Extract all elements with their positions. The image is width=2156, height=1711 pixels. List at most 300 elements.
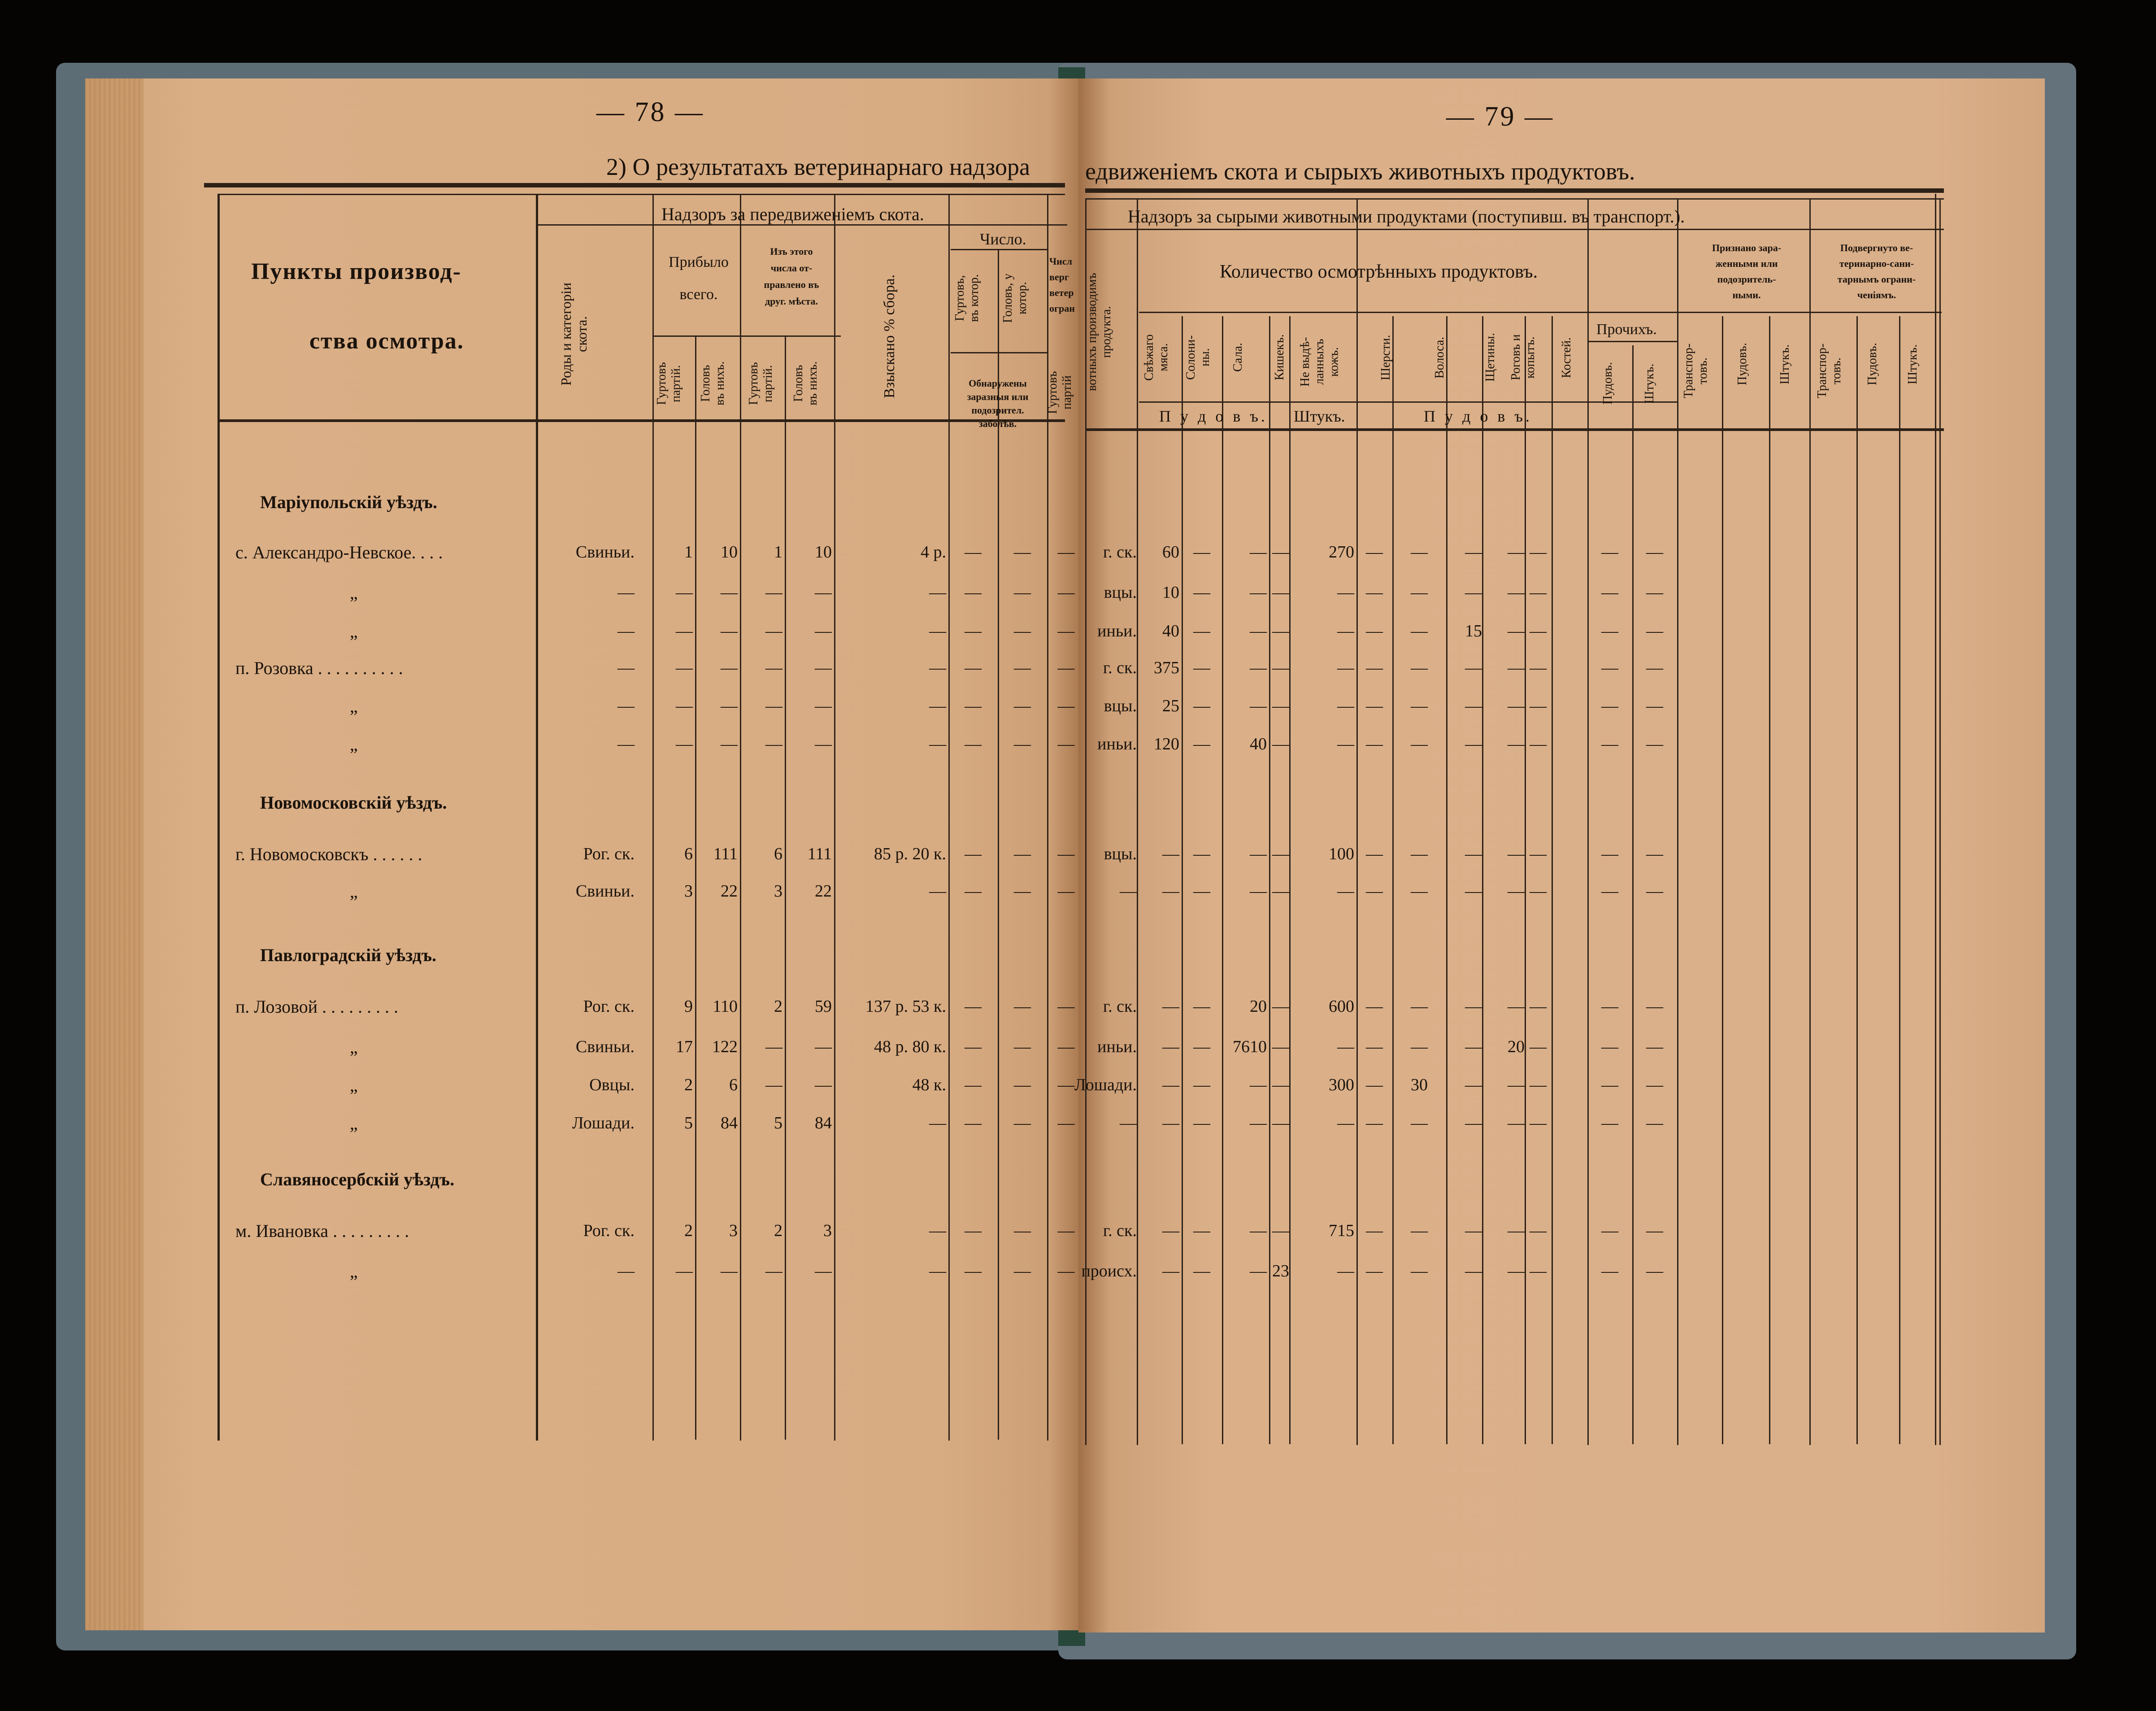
cell-horns: — [1508, 1262, 1525, 1280]
cell-guts: — [1272, 845, 1289, 863]
cell-fee: — [929, 697, 946, 715]
cell-hairs: — [1411, 1037, 1428, 1056]
cell-s-heads: — [815, 1075, 832, 1094]
cell-n2: — [1014, 583, 1031, 602]
cell-s-heads: — [815, 622, 832, 640]
header-partial-vet-3: огран [1049, 303, 1075, 314]
header-partial-vet-2: ветер [1049, 287, 1074, 298]
cell-n2: — [1014, 658, 1031, 677]
header-partial-vet-1: верг [1049, 271, 1069, 283]
cell-wool: — [1366, 997, 1383, 1016]
cell-horns: — [1508, 1075, 1525, 1094]
cell-hairs: — [1411, 622, 1428, 640]
cell-bones: — [1530, 697, 1547, 715]
cell-hides: 100 [1329, 845, 1354, 863]
cell-bristle: — [1465, 1262, 1482, 1280]
cell-a-parties: 2 [684, 1075, 693, 1094]
cell-wool: — [1366, 697, 1383, 715]
arrived-sub-rule [652, 335, 841, 337]
district-heading: Павлоградскій уѣздъ. [260, 945, 437, 965]
cell-salt: — [1193, 1114, 1210, 1132]
cell-hairs: — [1411, 658, 1428, 677]
cell-a-heads: 6 [729, 1075, 738, 1094]
column-rule-4 [740, 194, 741, 1441]
cell-lard: — [1250, 658, 1267, 677]
header-horns: Роговъ и копытъ. [1509, 334, 1538, 381]
column-rule-2 [652, 194, 654, 1441]
cell-meat: — [1162, 1262, 1179, 1280]
cell-n1: — [965, 658, 982, 677]
cell-horns: — [1508, 658, 1525, 677]
header-subjected-3: тарнымъ ограни- [1837, 274, 1916, 285]
cell-a-heads: 84 [721, 1114, 738, 1132]
cell-n2: — [1014, 882, 1031, 901]
cell-s-parties: 2 [774, 997, 782, 1016]
cell-bones: — [1530, 543, 1547, 562]
cell-lard: 40 [1250, 735, 1267, 753]
cell-salt: — [1193, 1262, 1210, 1280]
cell-wool: — [1366, 583, 1383, 602]
cell-fee: 48 р. 80 к. [874, 1037, 946, 1056]
column-rule-30 [1939, 198, 1941, 1445]
cell-guts: — [1272, 543, 1289, 562]
cell-prod: Лошади. [1074, 1075, 1137, 1094]
cell-o-puds: — [1601, 1221, 1618, 1240]
cell-place: „ [350, 881, 358, 901]
cell-bones: — [1530, 622, 1547, 640]
cell-n1: — [965, 1037, 982, 1056]
header-recognized-puds: Пудовъ. [1735, 343, 1749, 386]
header-sent-2: числа от- [770, 262, 813, 274]
cell-kind: Лошади. [572, 1114, 635, 1132]
cell-a-parties: — [676, 622, 693, 640]
header-bottom-rule-left [217, 419, 1065, 422]
cell-s-heads: 111 [807, 845, 832, 863]
cell-s-parties: — [765, 735, 782, 753]
header-number: Число. [980, 230, 1026, 248]
header-points-line1: Пункты производ- [251, 259, 462, 284]
header-lard: Сала. [1231, 343, 1245, 372]
cell-prod: г. ск. [1103, 1221, 1137, 1240]
district-heading: Новомосковскій уѣздъ. [260, 792, 447, 813]
header-recognized-3: подозритель- [1717, 274, 1776, 285]
cell-a-parties: — [676, 697, 693, 715]
top-rule-left [217, 194, 1065, 195]
cell-n2: — [1014, 1114, 1031, 1132]
header-found-1: Обнаружены [969, 378, 1027, 389]
cell-s-parties: 1 [774, 543, 782, 562]
right-outer-rule [1935, 194, 1936, 1445]
cell-o-pcs: — [1646, 882, 1663, 901]
cell-horns: — [1508, 882, 1525, 901]
header-guts: Кишекъ. [1273, 334, 1287, 381]
cell-place: м. Ивановка . . . . . . . . . [235, 1221, 409, 1241]
cell-s-parties: — [765, 1037, 782, 1056]
cell-bristle: — [1465, 845, 1482, 863]
cell-fee: 4 р. [921, 543, 946, 562]
cell-place: г. Новомосковскъ . . . . . . [235, 844, 422, 864]
cell-prod: вцы. [1104, 697, 1137, 715]
cell-salt: — [1193, 1037, 1210, 1056]
cell-prod: происх. [1081, 1262, 1137, 1280]
cell-n3: — [1057, 583, 1075, 602]
cell-fee: — [929, 1262, 946, 1280]
cell-n3: — [1057, 735, 1075, 753]
cell-place: „ [350, 734, 358, 754]
cell-o-pcs: — [1646, 658, 1663, 677]
cell-n3: — [1057, 1075, 1075, 1094]
cell-wool: — [1366, 1221, 1383, 1240]
cell-bones: — [1530, 1114, 1547, 1132]
cell-horns: — [1508, 1114, 1525, 1132]
cell-o-puds: — [1601, 622, 1618, 640]
cell-guts: — [1272, 583, 1289, 602]
cell-lard: — [1250, 1221, 1267, 1240]
cell-o-puds: — [1601, 882, 1618, 901]
cell-a-heads: — [721, 583, 738, 602]
cell-kind: Рог. ск. [583, 1221, 635, 1240]
cell-n1: — [965, 845, 982, 863]
quantity-sub-rule [1139, 312, 1682, 313]
header-subjected-puds: Пудовъ. [1865, 343, 1879, 386]
cell-lard: — [1250, 1114, 1267, 1132]
cell-n2: — [1014, 543, 1031, 562]
cell-bones: — [1530, 1075, 1547, 1094]
cell-s-parties: 2 [774, 1221, 782, 1240]
cell-fee: — [929, 622, 946, 640]
cell-fee: — [929, 735, 946, 753]
cell-hides: 300 [1329, 1075, 1354, 1094]
cell-prod: г. ск. [1103, 997, 1137, 1016]
cell-s-parties: — [765, 1262, 782, 1280]
cell-hides: 600 [1329, 997, 1354, 1016]
units-pieces: Штукъ. [1294, 407, 1345, 425]
header-sent-1: Изъ этого [770, 246, 813, 257]
column-rule-7 [948, 194, 950, 1441]
cell-place: „ [350, 583, 358, 603]
column-rule-16 [1356, 198, 1358, 1445]
cell-hides: — [1337, 622, 1354, 640]
cell-prod: иньи. [1097, 622, 1137, 640]
column-rule-28 [1856, 316, 1858, 1444]
header-partial-number: Числ [1049, 256, 1072, 267]
cell-o-pcs: — [1646, 543, 1663, 562]
cell-guts: — [1272, 1075, 1289, 1094]
cell-kind: Свиньи. [575, 882, 635, 901]
cell-o-pcs: — [1646, 583, 1663, 602]
cell-n3: — [1057, 1114, 1075, 1132]
header-subjected-1: Подвергнуто ве- [1840, 242, 1913, 253]
district-heading: Славяносербскій уѣздъ. [260, 1169, 455, 1189]
header-transports-1: Транспор- товъ. [1682, 343, 1710, 399]
header-gurt-parties-2: Гуртовъ партій. [747, 362, 775, 405]
cell-bristle: — [1465, 1075, 1482, 1094]
cell-wool: — [1366, 882, 1383, 901]
header-arrived-2: всего. [679, 286, 718, 303]
cell-meat: 60 [1162, 543, 1179, 562]
cell-kind: — [617, 1262, 635, 1280]
cell-o-puds: — [1601, 1037, 1618, 1056]
cell-n3: — [1057, 1221, 1075, 1240]
header-heads-1: Головъ въ нихъ. [699, 361, 727, 406]
cell-salt: — [1193, 583, 1210, 602]
cell-n3: — [1057, 543, 1075, 562]
cell-s-parties: — [765, 622, 782, 640]
cell-lard: — [1250, 1075, 1267, 1094]
cell-s-heads: 84 [815, 1114, 832, 1132]
cell-horns: — [1508, 735, 1525, 753]
cell-lard: — [1250, 845, 1267, 863]
cell-hairs: — [1411, 697, 1428, 715]
cell-meat: — [1162, 845, 1179, 863]
cell-o-pcs: — [1646, 845, 1663, 863]
cell-bristle: — [1465, 882, 1482, 901]
cell-place: п. Розовка . . . . . . . . . . [235, 658, 403, 678]
cell-salt: — [1193, 697, 1210, 715]
cell-fee: — [929, 882, 946, 901]
column-rule-25 [1722, 316, 1723, 1444]
header-bristle: Щетины. [1483, 333, 1497, 382]
table-title-left: 2) О результатахъ ветеринарнаго надзора [606, 153, 1030, 180]
header-hair: Волоса. [1433, 336, 1447, 379]
cell-horns: 20 [1508, 1037, 1525, 1056]
cell-o-pcs: — [1646, 1221, 1663, 1240]
cell-bones: — [1530, 658, 1547, 677]
cell-n2: — [1014, 1221, 1031, 1240]
cell-salt: — [1193, 1075, 1210, 1094]
cell-hairs: — [1411, 1114, 1428, 1132]
cell-hides: — [1337, 583, 1354, 602]
cell-fee: — [929, 583, 946, 602]
header-wool: Шерсти. [1379, 335, 1393, 380]
cell-n3: — [1057, 882, 1075, 901]
cell-lard: — [1250, 583, 1267, 602]
cell-hairs: — [1411, 583, 1428, 602]
cell-hairs: 30 [1411, 1075, 1428, 1094]
cell-prod: вцы. [1104, 583, 1137, 602]
cell-n2: — [1014, 622, 1031, 640]
cell-lard: — [1250, 882, 1267, 901]
cell-guts: — [1272, 658, 1289, 677]
cell-lard: 7610 [1233, 1037, 1267, 1056]
cell-hides: — [1337, 658, 1354, 677]
cell-kind: Рог. ск. [583, 997, 635, 1016]
cell-hairs: — [1411, 1221, 1428, 1240]
header-kinds: Роды и категоріи скота. [558, 283, 590, 386]
group-rule-right [1085, 229, 1944, 230]
cell-kind: Свиньи. [575, 1037, 635, 1056]
cell-o-pcs: — [1646, 1262, 1663, 1280]
title-rule-right [1085, 188, 1944, 193]
cell-place: „ [350, 621, 358, 641]
cell-bones: — [1530, 845, 1547, 863]
column-rule-1 [536, 194, 538, 1441]
page-fore-edge [85, 78, 143, 1630]
cell-a-heads: — [721, 1262, 738, 1280]
cell-s-heads: — [815, 658, 832, 677]
cell-lard: — [1250, 543, 1267, 562]
cell-hides: — [1337, 1037, 1354, 1056]
cell-hairs: — [1411, 543, 1428, 562]
cell-horns: — [1508, 543, 1525, 562]
cell-o-puds: — [1601, 1075, 1618, 1094]
cell-meat: — [1162, 997, 1179, 1016]
header-products-col: вотныхъ производимъ продукта. [1085, 273, 1114, 391]
cell-n2: — [1014, 845, 1031, 863]
cell-o-puds: — [1601, 845, 1618, 863]
cell-s-heads: — [815, 697, 832, 715]
cell-s-heads: — [815, 735, 832, 753]
cell-n2: — [1014, 1075, 1031, 1094]
cell-salt: — [1193, 1221, 1210, 1240]
cell-wool: — [1366, 658, 1383, 677]
cell-lard: — [1250, 1262, 1267, 1280]
top-rule-right [1085, 198, 1944, 200]
cell-hairs: — [1411, 882, 1428, 901]
cell-a-heads: 110 [713, 997, 738, 1016]
cell-o-pcs: — [1646, 622, 1663, 640]
header-points-line2: ства осмотра. [309, 328, 464, 354]
cell-horns: — [1508, 697, 1525, 715]
column-rule-22 [1587, 198, 1589, 1445]
cell-n3: — [1057, 845, 1075, 863]
cell-a-parties: — [676, 583, 693, 602]
cell-o-puds: — [1601, 1262, 1618, 1280]
other-rule [1587, 341, 1677, 342]
cell-salt: — [1193, 658, 1210, 677]
cell-guts: — [1272, 697, 1289, 715]
cell-o-pcs: — [1646, 697, 1663, 715]
header-recognized-pieces: Штукъ. [1778, 344, 1792, 384]
column-rule-27 [1809, 198, 1811, 1445]
cell-meat: — [1162, 1037, 1179, 1056]
cell-fee: — [929, 1114, 946, 1132]
cell-bones: — [1530, 583, 1547, 602]
header-recognized-2: женными или [1715, 258, 1778, 269]
cell-a-heads: — [721, 697, 738, 715]
cell-o-pcs: — [1646, 997, 1663, 1016]
cell-a-parties: — [676, 1262, 693, 1280]
cell-wool: — [1366, 735, 1383, 753]
title-rule-left [204, 183, 1065, 187]
column-rule-21 [1552, 316, 1553, 1444]
cell-n1: — [965, 1075, 982, 1094]
cell-s-parties: 6 [774, 845, 782, 863]
cell-hairs: — [1411, 845, 1428, 863]
cell-n1: — [965, 1114, 982, 1132]
cell-kind: — [617, 622, 635, 640]
cell-wool: — [1366, 1262, 1383, 1280]
header-salted: Солони- ны. [1184, 335, 1213, 380]
cell-meat: — [1162, 882, 1179, 901]
cell-bristle: — [1465, 1114, 1482, 1132]
cell-bones: — [1530, 1221, 1547, 1240]
cell-bones: — [1530, 882, 1547, 901]
cell-kind: Овцы. [589, 1075, 635, 1094]
cell-meat: 120 [1154, 735, 1179, 753]
cell-meat: 10 [1162, 583, 1179, 602]
cell-o-puds: — [1601, 997, 1618, 1016]
cell-s-parties: — [765, 697, 782, 715]
cell-prod: иньи. [1097, 1037, 1137, 1056]
cell-kind: — [617, 583, 635, 602]
cell-place: „ [350, 1261, 358, 1281]
cell-n3: — [1057, 997, 1075, 1016]
table-title-right: едвиженіемъ скота и сырыхъ животныхъ продуктовъ. [1085, 158, 1635, 185]
column-rule-0 [217, 194, 220, 1441]
cell-kind: — [617, 735, 635, 753]
cell-o-puds: — [1601, 697, 1618, 715]
header-gurt-parties-1: Гуртовъ партій. [655, 362, 683, 405]
cell-a-heads: 22 [721, 882, 738, 901]
cell-salt: — [1193, 735, 1210, 753]
column-rule-26 [1769, 316, 1770, 1444]
cell-meat: 40 [1162, 622, 1179, 640]
header-undressed: Не выдѣ- ланныхъ кожъ. [1298, 337, 1341, 387]
cell-n2: — [1014, 997, 1031, 1016]
header-found-2: заразныя или [967, 391, 1029, 402]
cell-bones: — [1530, 735, 1547, 753]
cell-salt: — [1193, 882, 1210, 901]
cell-a-heads: — [721, 658, 738, 677]
units-top-rule [1139, 401, 1677, 403]
cell-s-parties: 5 [774, 1114, 782, 1132]
header-fresh-meat: Свѣжаго мяса. [1142, 334, 1171, 381]
cell-o-pcs: — [1646, 1114, 1663, 1132]
cell-a-parties: 6 [684, 845, 693, 863]
cell-bristle: — [1465, 583, 1482, 602]
cell-n1: — [965, 543, 982, 562]
cell-n3: — [1057, 1037, 1075, 1056]
header-found-4: заболѣв. [978, 418, 1017, 429]
cell-meat: — [1162, 1114, 1179, 1132]
cell-guts: 23 [1272, 1262, 1289, 1280]
cell-guts: — [1272, 735, 1289, 753]
cell-hides: — [1337, 1114, 1354, 1132]
cell-o-pcs: — [1646, 735, 1663, 753]
cell-s-heads: 3 [823, 1221, 832, 1240]
cell-n1: — [965, 997, 982, 1016]
cell-hides: 270 [1329, 543, 1354, 562]
cell-n1: — [965, 735, 982, 753]
cell-bristle: — [1465, 543, 1482, 562]
cell-bones: — [1530, 1262, 1547, 1280]
cell-meat: — [1162, 1075, 1179, 1094]
cell-guts: — [1272, 1221, 1289, 1240]
cell-kind: Свиньи. [575, 543, 635, 562]
header-other-pieces: Штукъ. [1643, 363, 1656, 404]
header-group-cattle: Надзоръ за передвиженіемъ скота. [661, 204, 924, 224]
header-gurt-which: Гуртовъ, въ котор. [953, 274, 982, 322]
cell-prod: г. ск. [1103, 658, 1137, 677]
header-subjected-4: ченіямъ. [1857, 289, 1896, 300]
cell-guts: — [1272, 997, 1289, 1016]
cell-bones: — [1530, 1037, 1547, 1056]
cell-wool: — [1366, 1037, 1383, 1056]
cell-salt: — [1193, 845, 1210, 863]
cell-wool: — [1366, 1114, 1383, 1132]
header-recognized-1: Признано зара- [1712, 242, 1782, 253]
cell-n3: — [1057, 697, 1075, 715]
header-heads-2: Головъ въ нихъ. [791, 361, 820, 406]
cell-o-pcs: — [1646, 1037, 1663, 1056]
group-rule-left [538, 224, 1067, 226]
cell-lard: — [1250, 697, 1267, 715]
cell-o-puds: — [1601, 735, 1618, 753]
header-heads-which: Головъ, у котор. [1001, 273, 1030, 323]
cell-prod: г. ск. [1103, 543, 1137, 562]
cell-o-puds: — [1601, 1114, 1618, 1132]
